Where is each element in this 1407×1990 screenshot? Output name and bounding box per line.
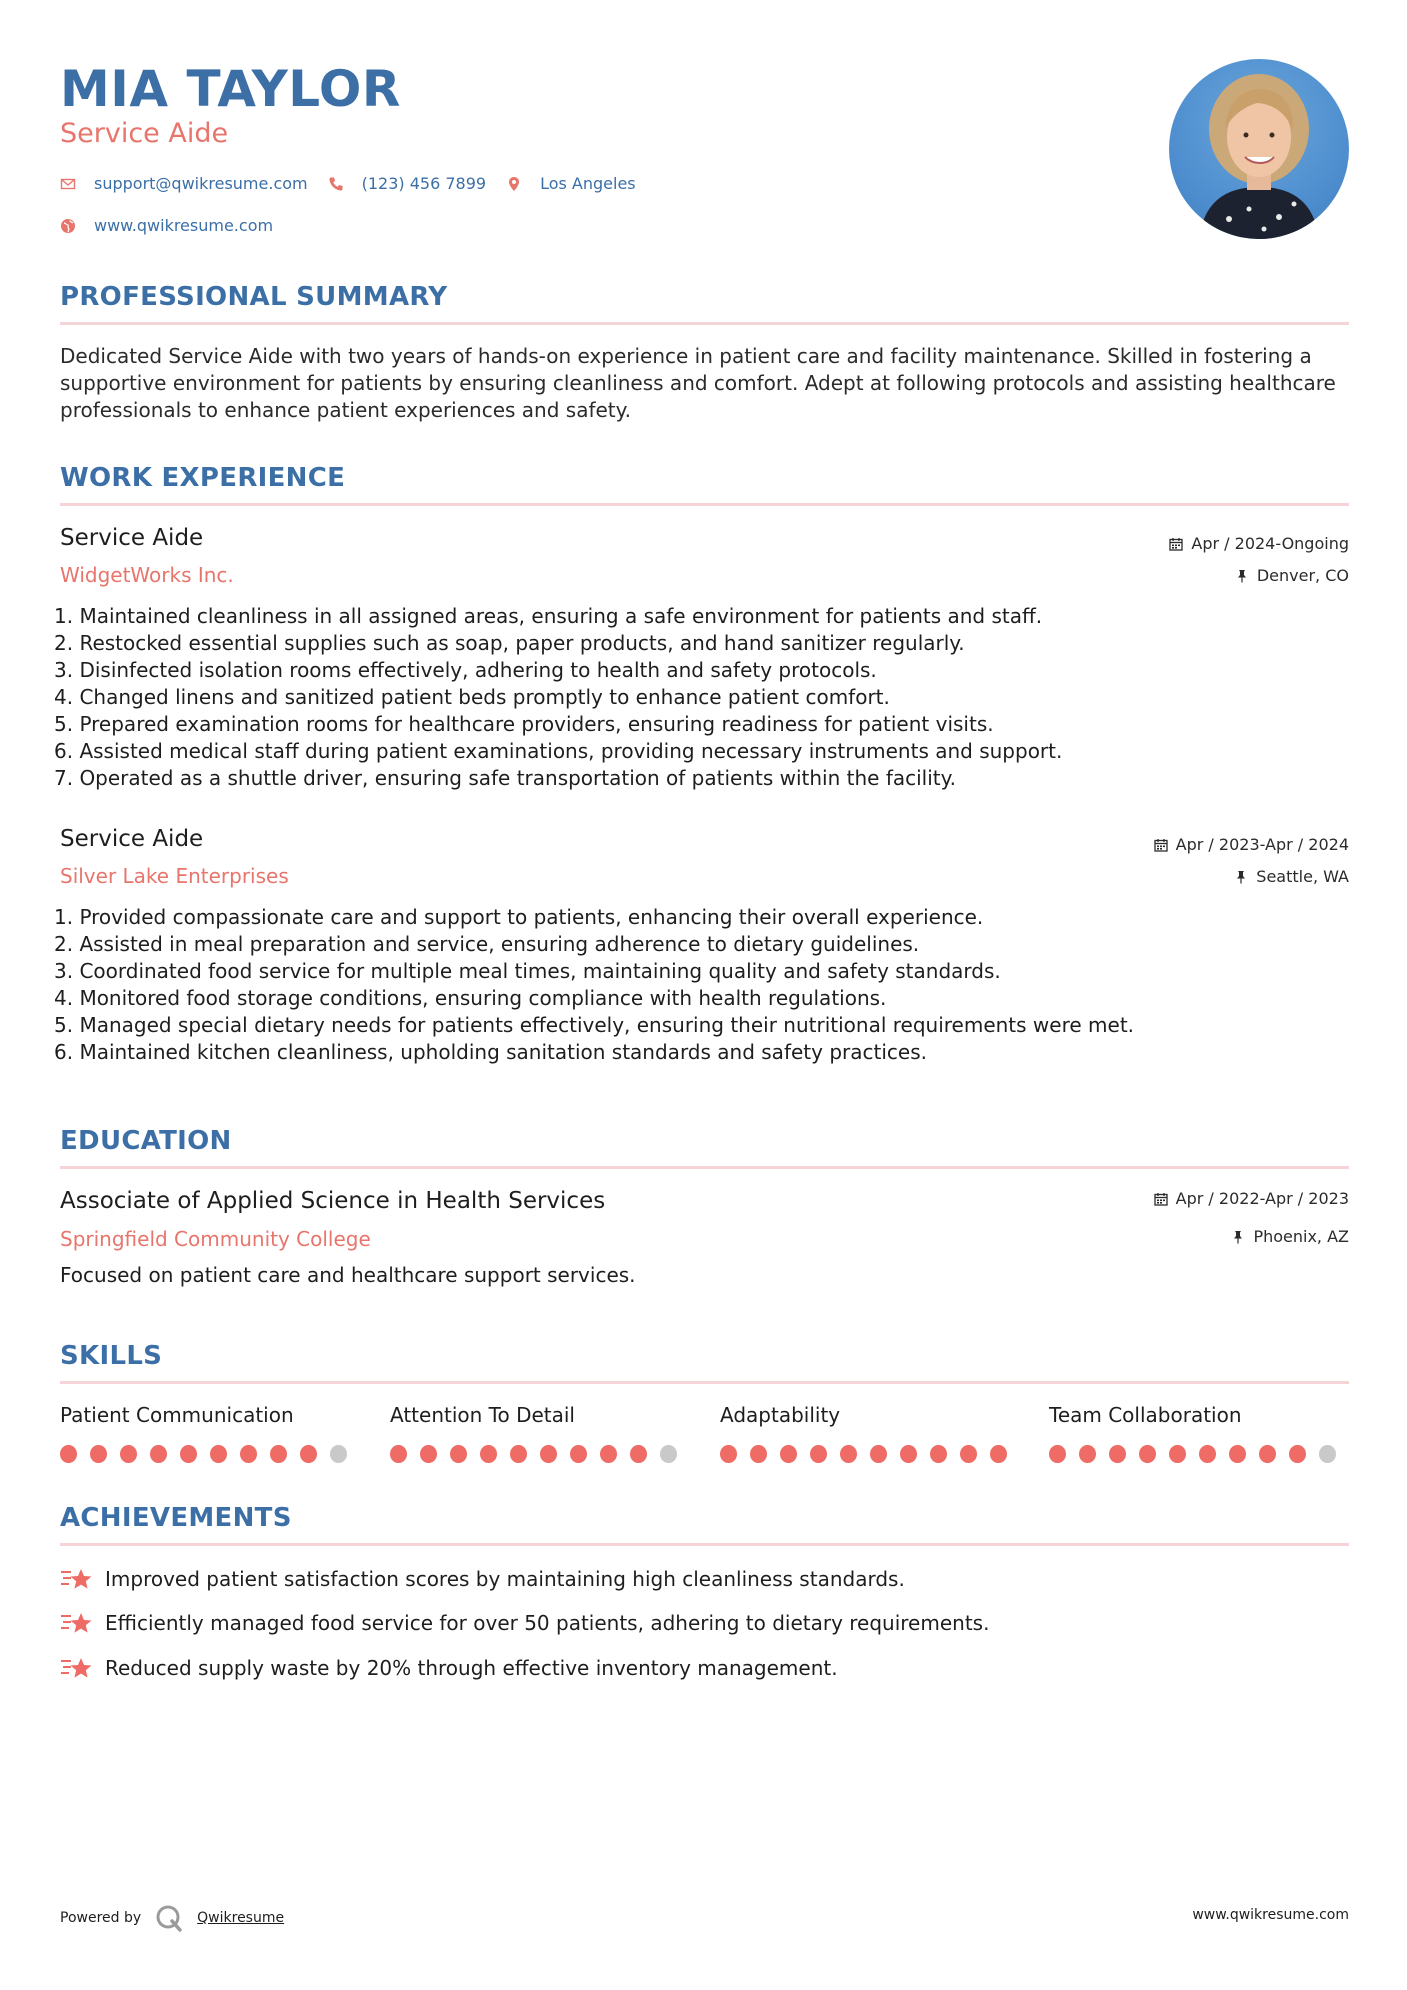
job-responsibilities: [54, 603, 1354, 792]
rating-dot-filled: [930, 1445, 947, 1463]
envelope-icon: [60, 176, 76, 192]
achievement-text: Reduced supply waste by 20% through effective inventory management.: [105, 1656, 838, 1680]
section-divider: [60, 1166, 1349, 1169]
job-dates: [1154, 835, 1349, 854]
education-dates: [1154, 1189, 1349, 1208]
contact-location: [506, 174, 636, 193]
job-location-text: Denver, CO: [1256, 566, 1349, 585]
qwikresume-logo-icon: [155, 1904, 183, 1932]
footer-powered-by: [60, 1904, 284, 1932]
job-company: Silver Lake Enterprises: [60, 864, 289, 888]
skill-rating: [720, 1445, 1020, 1463]
education-location: [1231, 1227, 1349, 1246]
job-company: WidgetWorks Inc.: [60, 563, 234, 587]
list-item: 2. Assisted in meal preparation and service, ensuring adherence to dietary guidelines.: [54, 932, 920, 956]
skill-item: [390, 1403, 690, 1463]
education-location-text: Phoenix, AZ: [1253, 1227, 1349, 1246]
pushpin-icon: [1235, 569, 1249, 583]
section-divider: [60, 503, 1349, 506]
rating-dot-filled: [870, 1445, 887, 1463]
list-item: 6. Assisted medical staff during patient examinations, providing necessary instruments and support.: [54, 739, 1063, 763]
achievement-text: Improved patient satisfaction scores by maintaining high cleanliness standards.: [105, 1567, 905, 1591]
list-item: 3. Coordinated food service for multiple meal times, maintaining quality and safety standards.: [54, 959, 1001, 983]
globe-icon: [60, 218, 76, 234]
contact-row-secondary: [60, 216, 293, 235]
rating-dot-filled: [1289, 1445, 1306, 1463]
list-item: 4. Changed linens and sanitized patient beds promptly to enhance patient comfort.: [54, 685, 890, 709]
rating-dot-filled: [1049, 1445, 1066, 1463]
rating-dot-filled: [570, 1445, 587, 1463]
resume-page: [54, 0, 1349, 1990]
education-degree: Associate of Applied Science in Health Services: [60, 1188, 606, 1214]
rating-dot-filled: [150, 1445, 167, 1463]
list-item: 3. Disinfected isolation rooms effectively, adhering to health and safety protocols.: [54, 658, 877, 682]
rating-dot-filled: [480, 1445, 497, 1463]
section-title-skills: SKILLS: [60, 1341, 163, 1371]
skill-rating: [390, 1445, 690, 1463]
skill-label: Team Collaboration: [1049, 1403, 1242, 1427]
contact-email[interactable]: [60, 174, 308, 193]
rating-dot-filled: [210, 1445, 227, 1463]
rating-dot-filled: [1259, 1445, 1276, 1463]
skill-label: Patient Communication: [60, 1403, 294, 1427]
website-text: www.qwikresume.com: [94, 216, 274, 235]
skill-item: [1049, 1403, 1349, 1463]
skill-rating: [1049, 1445, 1349, 1463]
rating-dot-filled: [450, 1445, 467, 1463]
rating-dot-filled: [780, 1445, 797, 1463]
education-description: Focused on patient care and healthcare support services.: [60, 1263, 636, 1287]
education-dates-text: Apr / 2022-Apr / 2023: [1175, 1189, 1349, 1208]
rating-dot-filled: [720, 1445, 737, 1463]
section-divider: [60, 1381, 1349, 1384]
achievement-item: [60, 1610, 989, 1636]
candidate-name: MIA TAYLOR: [60, 60, 401, 118]
rating-dot-filled: [840, 1445, 857, 1463]
rating-dot-filled: [1139, 1445, 1156, 1463]
footer-website[interactable]: www.qwikresume.com: [1192, 1907, 1349, 1923]
skill-label: Adaptability: [720, 1403, 841, 1427]
shooting-star-icon: [60, 1610, 94, 1636]
rating-dot-filled: [510, 1445, 527, 1463]
job-title: Service Aide: [60, 826, 204, 852]
rating-dot-filled: [120, 1445, 137, 1463]
job-location: [1235, 566, 1349, 585]
list-item: 7. Operated as a shuttle driver, ensuring safe transportation of patients within the facility.: [54, 766, 956, 790]
list-item: 6. Maintained kitchen cleanliness, upholding sanitation standards and safety practices.: [54, 1040, 927, 1064]
pushpin-icon: [1231, 1230, 1245, 1244]
list-item: 5. Managed special dietary needs for patients effectively, ensuring their nutritional requirements were met.: [54, 1013, 1135, 1037]
contact-phone[interactable]: [328, 174, 486, 193]
rating-dot-filled: [1229, 1445, 1246, 1463]
education-school: Springfield Community College: [60, 1227, 371, 1251]
candidate-role: Service Aide: [60, 118, 229, 149]
rating-dot-filled: [270, 1445, 287, 1463]
rating-dot-filled: [750, 1445, 767, 1463]
rating-dot-filled: [1199, 1445, 1216, 1463]
job-location: [1234, 867, 1349, 886]
rating-dot-filled: [1109, 1445, 1126, 1463]
powered-by-label: Powered by: [60, 1910, 142, 1926]
rating-dot-filled: [540, 1445, 557, 1463]
rating-dot-filled: [420, 1445, 437, 1463]
calendar-icon: [1154, 1192, 1168, 1206]
rating-dot-filled: [600, 1445, 617, 1463]
section-divider: [60, 322, 1349, 325]
rating-dot-filled: [180, 1445, 197, 1463]
calendar-icon: [1169, 537, 1183, 551]
achievement-text: Efficiently managed food service for over 50 patients, adhering to dietary requirements.: [105, 1611, 990, 1635]
qwikresume-link[interactable]: Qwikresume: [197, 1910, 285, 1926]
rating-dot-filled: [1169, 1445, 1186, 1463]
contact-row-primary: [60, 174, 656, 193]
job-dates: [1169, 534, 1349, 553]
list-item: 1. Maintained cleanliness in all assigned areas, ensuring a safe environment for patients and staff.: [54, 604, 1043, 628]
rating-dot-filled: [1079, 1445, 1096, 1463]
rating-dot-filled: [900, 1445, 917, 1463]
rating-dot-filled: [630, 1445, 647, 1463]
job-dates-text: Apr / 2023-Apr / 2024: [1175, 835, 1349, 854]
rating-dot-empty: [330, 1445, 347, 1463]
map-pin-icon: [506, 176, 522, 192]
contact-website[interactable]: [60, 216, 273, 235]
calendar-icon: [1154, 838, 1168, 852]
shooting-star-icon: [60, 1655, 94, 1681]
list-item: 2. Restocked essential supplies such as soap, paper products, and hand sanitizer regularly.: [54, 631, 965, 655]
list-item: 4. Monitored food storage conditions, ensuring compliance with health regulations.: [54, 986, 887, 1010]
skill-rating: [60, 1445, 360, 1463]
rating-dot-filled: [240, 1445, 257, 1463]
achievement-item: [60, 1566, 905, 1592]
skill-item: [60, 1403, 360, 1463]
profile-photo: [1169, 59, 1349, 239]
rating-dot-filled: [300, 1445, 317, 1463]
phone-icon: [328, 176, 344, 192]
skill-item: [720, 1403, 1020, 1463]
email-text: support@qwikresume.com: [94, 174, 308, 193]
rating-dot-filled: [60, 1445, 77, 1463]
rating-dot-empty: [1319, 1445, 1336, 1463]
rating-dot-filled: [990, 1445, 1007, 1463]
list-item: 1. Provided compassionate care and support to patients, enhancing their overall experience.: [54, 905, 984, 929]
list-item: 5. Prepared examination rooms for healthcare providers, ensuring readiness for patient visits.: [54, 712, 994, 736]
rating-dot-filled: [390, 1445, 407, 1463]
phone-text: (123) 456 7899: [361, 174, 487, 193]
section-title-summary: PROFESSIONAL SUMMARY: [60, 282, 448, 312]
section-title-education: EDUCATION: [60, 1126, 232, 1156]
achievement-item: [60, 1655, 838, 1681]
job-responsibilities: [54, 904, 1354, 1066]
section-title-achievements: ACHIEVEMENTS: [60, 1503, 292, 1533]
section-title-experience: WORK EXPERIENCE: [60, 463, 346, 493]
job-location-text: Seattle, WA: [1256, 867, 1349, 886]
rating-dot-empty: [660, 1445, 677, 1463]
pushpin-icon: [1234, 870, 1248, 884]
job-dates-text: Apr / 2024-Ongoing: [1191, 534, 1349, 553]
rating-dot-filled: [90, 1445, 107, 1463]
job-title: Service Aide: [60, 525, 204, 551]
summary-text: Dedicated Service Aide with two years of hands-on experience in patient care and facility maintenance. Skilled in fostering a supportive environment for patients by ensuring cleanliness and comfort. Adept at following protocols and assisting healthcare professionals to enhance patient experiences and safety.: [60, 344, 1336, 422]
rating-dot-filled: [810, 1445, 827, 1463]
skill-label: Attention To Detail: [390, 1403, 575, 1427]
section-divider: [60, 1543, 1349, 1546]
rating-dot-filled: [960, 1445, 977, 1463]
location-text: Los Angeles: [540, 174, 636, 193]
shooting-star-icon: [60, 1566, 94, 1592]
